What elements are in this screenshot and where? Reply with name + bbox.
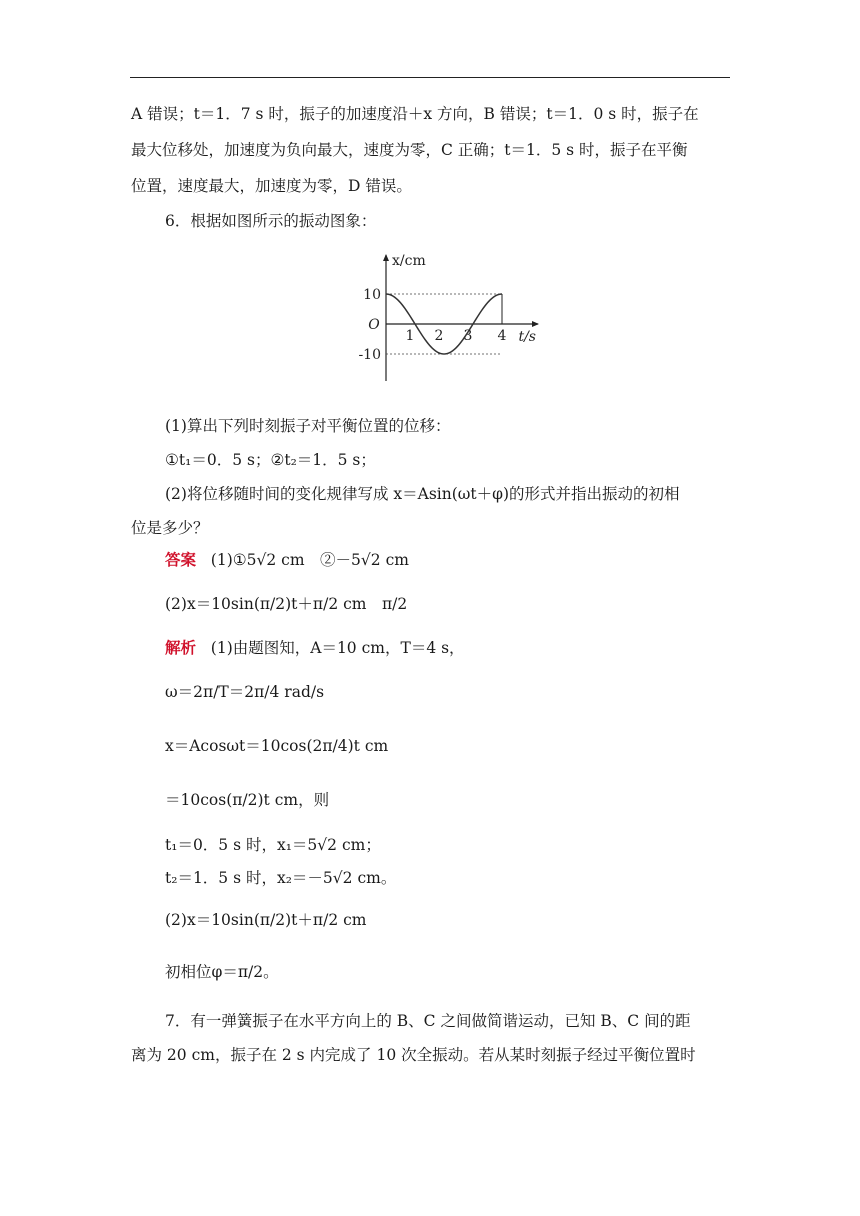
- analysis-line-8: 初相位φ＝π/2。: [165, 963, 279, 981]
- analysis-line-7: (2)x＝10sin(π/2)t＋π/2 cm: [165, 911, 367, 929]
- y-tick-neg10: -10: [358, 347, 381, 363]
- prev-line-2: 最大位移处，加速度为负向最大，速度为零，C 正确；t＝1．5 s 时，振子在平衡: [131, 141, 688, 159]
- x-tick-1: 1: [405, 328, 415, 344]
- q7-line-2: 离为 20 cm，振子在 2 s 内完成了 10 次全振动。若从某时刻振子经过平衡位置时: [131, 1046, 696, 1064]
- analysis-line-4: ＝10cos(π/2)t cm，则: [165, 791, 330, 809]
- y-axis-label: x/cm: [392, 253, 426, 269]
- analysis-line-6: t₂＝1．5 s 时，x₂＝－5√2 cm。: [165, 869, 397, 887]
- analysis-line-2: ω＝2π/T＝2π/4 rad/s: [165, 683, 325, 701]
- x-axis-label: t/s: [518, 329, 536, 345]
- q6-part1: (1)算出下列时刻振子对平衡位置的位移：: [165, 417, 451, 435]
- answer-line-1: [165, 550, 409, 570]
- y-axis-arrow: [383, 254, 389, 261]
- x-axis-arrow: [532, 321, 539, 327]
- q6-part2-line2: 位是多少？: [131, 519, 209, 537]
- origin-label: O: [368, 317, 380, 333]
- prev-line-3: 位置，速度最大，加速度为零，D 错误。: [131, 177, 412, 195]
- q6-part2-line1: (2)将位移随时间的变化规律写成 x＝Asin(ωt＋φ)的形式并指出振动的初相: [165, 485, 680, 503]
- analysis-line-3: x＝Acosωt＝10cos(2π/4)t cm: [165, 737, 389, 755]
- analysis-line-5: t₁＝0．5 s 时，x₁＝5√2 cm；: [165, 836, 381, 854]
- analysis-text-1: (1)由题图知，A＝10 cm，T＝4 s，: [210, 639, 465, 657]
- answer-text-1: (1)①5√2 cm ②－5√2 cm: [210, 551, 409, 569]
- x-tick-4: 4: [497, 328, 507, 344]
- answer-label: 答案: [165, 551, 197, 569]
- q7-line-1: 7．有一弹簧振子在水平方向上的 B、C 之间做简谐运动，已知 B、C 间的距: [165, 1012, 691, 1030]
- vibration-graph: [350, 245, 550, 385]
- prev-line-1: A 错误；t＝1．7 s 时，振子的加速度沿＋x 方向，B 错误；t＝1．0 s 时，振子在: [131, 105, 699, 123]
- q6-stem: 6．根据如图所示的振动图象：: [165, 212, 377, 230]
- analysis-line-1: [165, 638, 465, 658]
- analysis-label: 解析: [165, 639, 197, 657]
- x-tick-3: 3: [463, 328, 473, 344]
- y-tick-10: 10: [363, 287, 381, 303]
- q6-part1-times: ①t₁＝0．5 s；②t₂＝1．5 s；: [165, 451, 376, 469]
- x-tick-2: 2: [434, 328, 444, 344]
- header-rule: [130, 77, 730, 78]
- answer-line-2: (2)x＝10sin(π/2)t＋π/2 cm π/2: [165, 595, 408, 613]
